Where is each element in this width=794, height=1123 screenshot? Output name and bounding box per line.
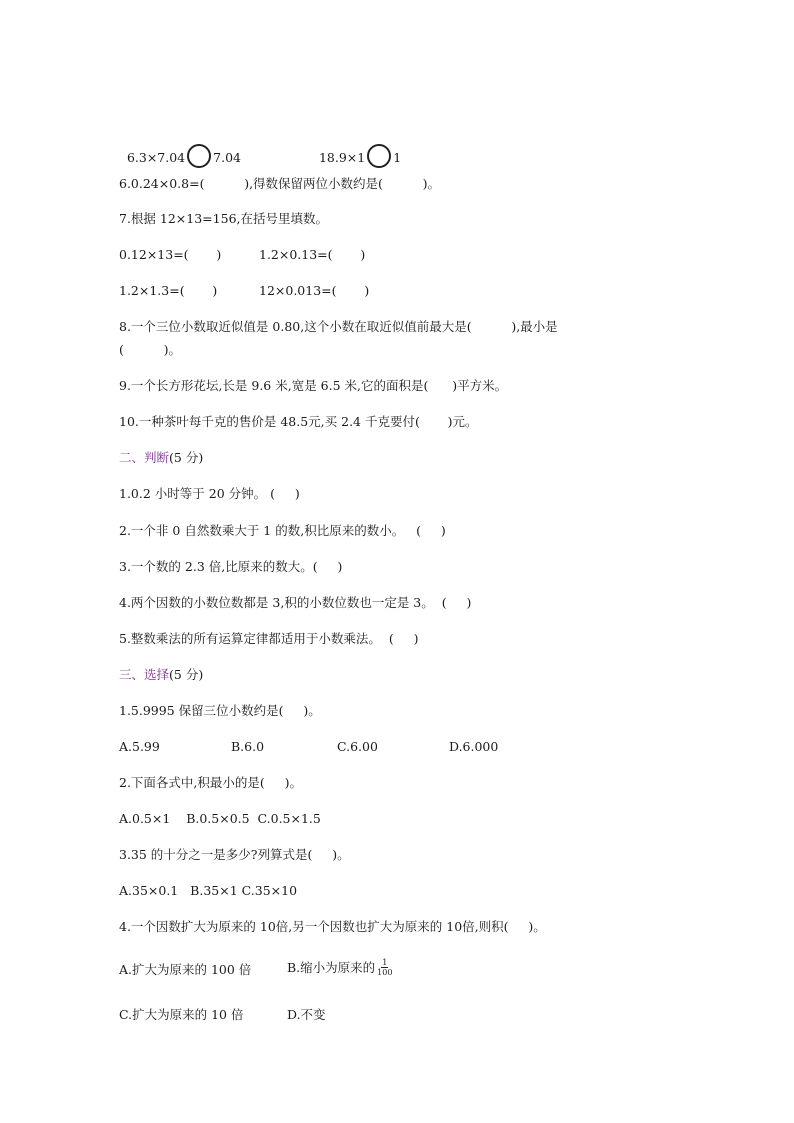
- choice-1-option-a: A.5.99: [119, 739, 160, 754]
- compare-row: [119, 118, 241, 171]
- choice-4-option-d: D.不变: [287, 1007, 326, 1022]
- compare-a-right: 7.04: [213, 150, 241, 165]
- choice-2-options: A.0.5×1 B.0.5×0.5 C.0.5×1.5: [119, 811, 321, 826]
- question-7: 7.根据 12×13=156,在括号里填数。: [119, 211, 328, 226]
- choice-4-option-b-label: B.缩小为原来的: [287, 959, 376, 975]
- fraction: [377, 958, 392, 977]
- choice-3-options: A.35×0.1 B.35×1 C.35×10: [119, 883, 298, 898]
- compare-a-left: 6.3×7.04: [126, 150, 186, 165]
- question-6: 6.0.24×0.8=( ),得数保留两位小数约是( )。: [119, 176, 441, 191]
- compare-b-left: 18.9×1: [318, 150, 366, 165]
- section-judge-score: (5 分): [169, 450, 204, 465]
- choice-4-option-b: [287, 958, 392, 977]
- choice-1: 1.5.9995 保留三位小数约是( )。: [119, 703, 321, 718]
- q7-item-4: 12×0.013=( ): [259, 283, 370, 298]
- section-choice-heading: [119, 666, 203, 684]
- judge-4: 4.两个因数的小数位数都是 3,积的小数位数也一定是 3。 ( ): [119, 595, 472, 610]
- section-judge-title: 二、判断: [119, 450, 170, 465]
- compare-row-b: [311, 118, 401, 171]
- compare-circle-b[interactable]: [367, 144, 391, 168]
- choice-3: 3.35 的十分之一是多少?列算式是( )。: [119, 847, 350, 862]
- choice-4: 4.一个因数扩大为原来的 10倍,另一个因数也扩大为原来的 10倍,则积( )。: [119, 919, 546, 934]
- choice-4-option-c: C.扩大为原来的 10 倍: [119, 1007, 244, 1022]
- q7-item-3: 1.2×1.3=( ): [119, 283, 218, 298]
- fraction-denominator: 100: [377, 968, 393, 977]
- choice-2: 2.下面各式中,积最小的是( )。: [119, 775, 303, 790]
- question-8-line-2: ( )。: [119, 342, 181, 357]
- section-choice-score: (5 分): [169, 667, 204, 682]
- judge-5: 5.整数乘法的所有运算定律都适用于小数乘法。 ( ): [119, 631, 419, 646]
- section-judge-heading: [119, 449, 203, 467]
- question-8-line-1: 8.一个三位小数取近似值是 0.80,这个小数在取近似值前最大是( ),最小是: [119, 319, 558, 334]
- compare-circle-a[interactable]: [187, 144, 211, 168]
- choice-1-option-d: D.6.000: [449, 739, 499, 754]
- choice-4-option-a: A.扩大为原来的 100 倍: [119, 962, 252, 977]
- choice-1-option-b: B.6.0: [231, 739, 265, 754]
- judge-3: 3.一个数的 2.3 倍,比原来的数大。( ): [119, 559, 343, 574]
- q7-item-1: 0.12×13=( ): [119, 247, 222, 262]
- section-choice-title: 三、选择: [119, 667, 170, 682]
- choice-1-option-c: C.6.00: [337, 739, 378, 754]
- question-10: 10.一种茶叶每千克的售价是 48.5元,买 2.4 千克要付( )元。: [119, 414, 478, 429]
- compare-b-right: 1: [393, 150, 402, 165]
- judge-1: 1.0.2 小时等于 20 分钟。 ( ): [119, 486, 300, 501]
- question-9: 9.一个长方形花坛,长是 9.6 米,宽是 6.5 米,它的面积是( )平方米。: [119, 378, 508, 393]
- judge-2: 2.一个非 0 自然数乘大于 1 的数,积比原来的数小。 ( ): [119, 523, 446, 538]
- fraction-numerator: 1: [382, 958, 388, 967]
- q7-item-2: 1.2×0.13=( ): [259, 247, 366, 262]
